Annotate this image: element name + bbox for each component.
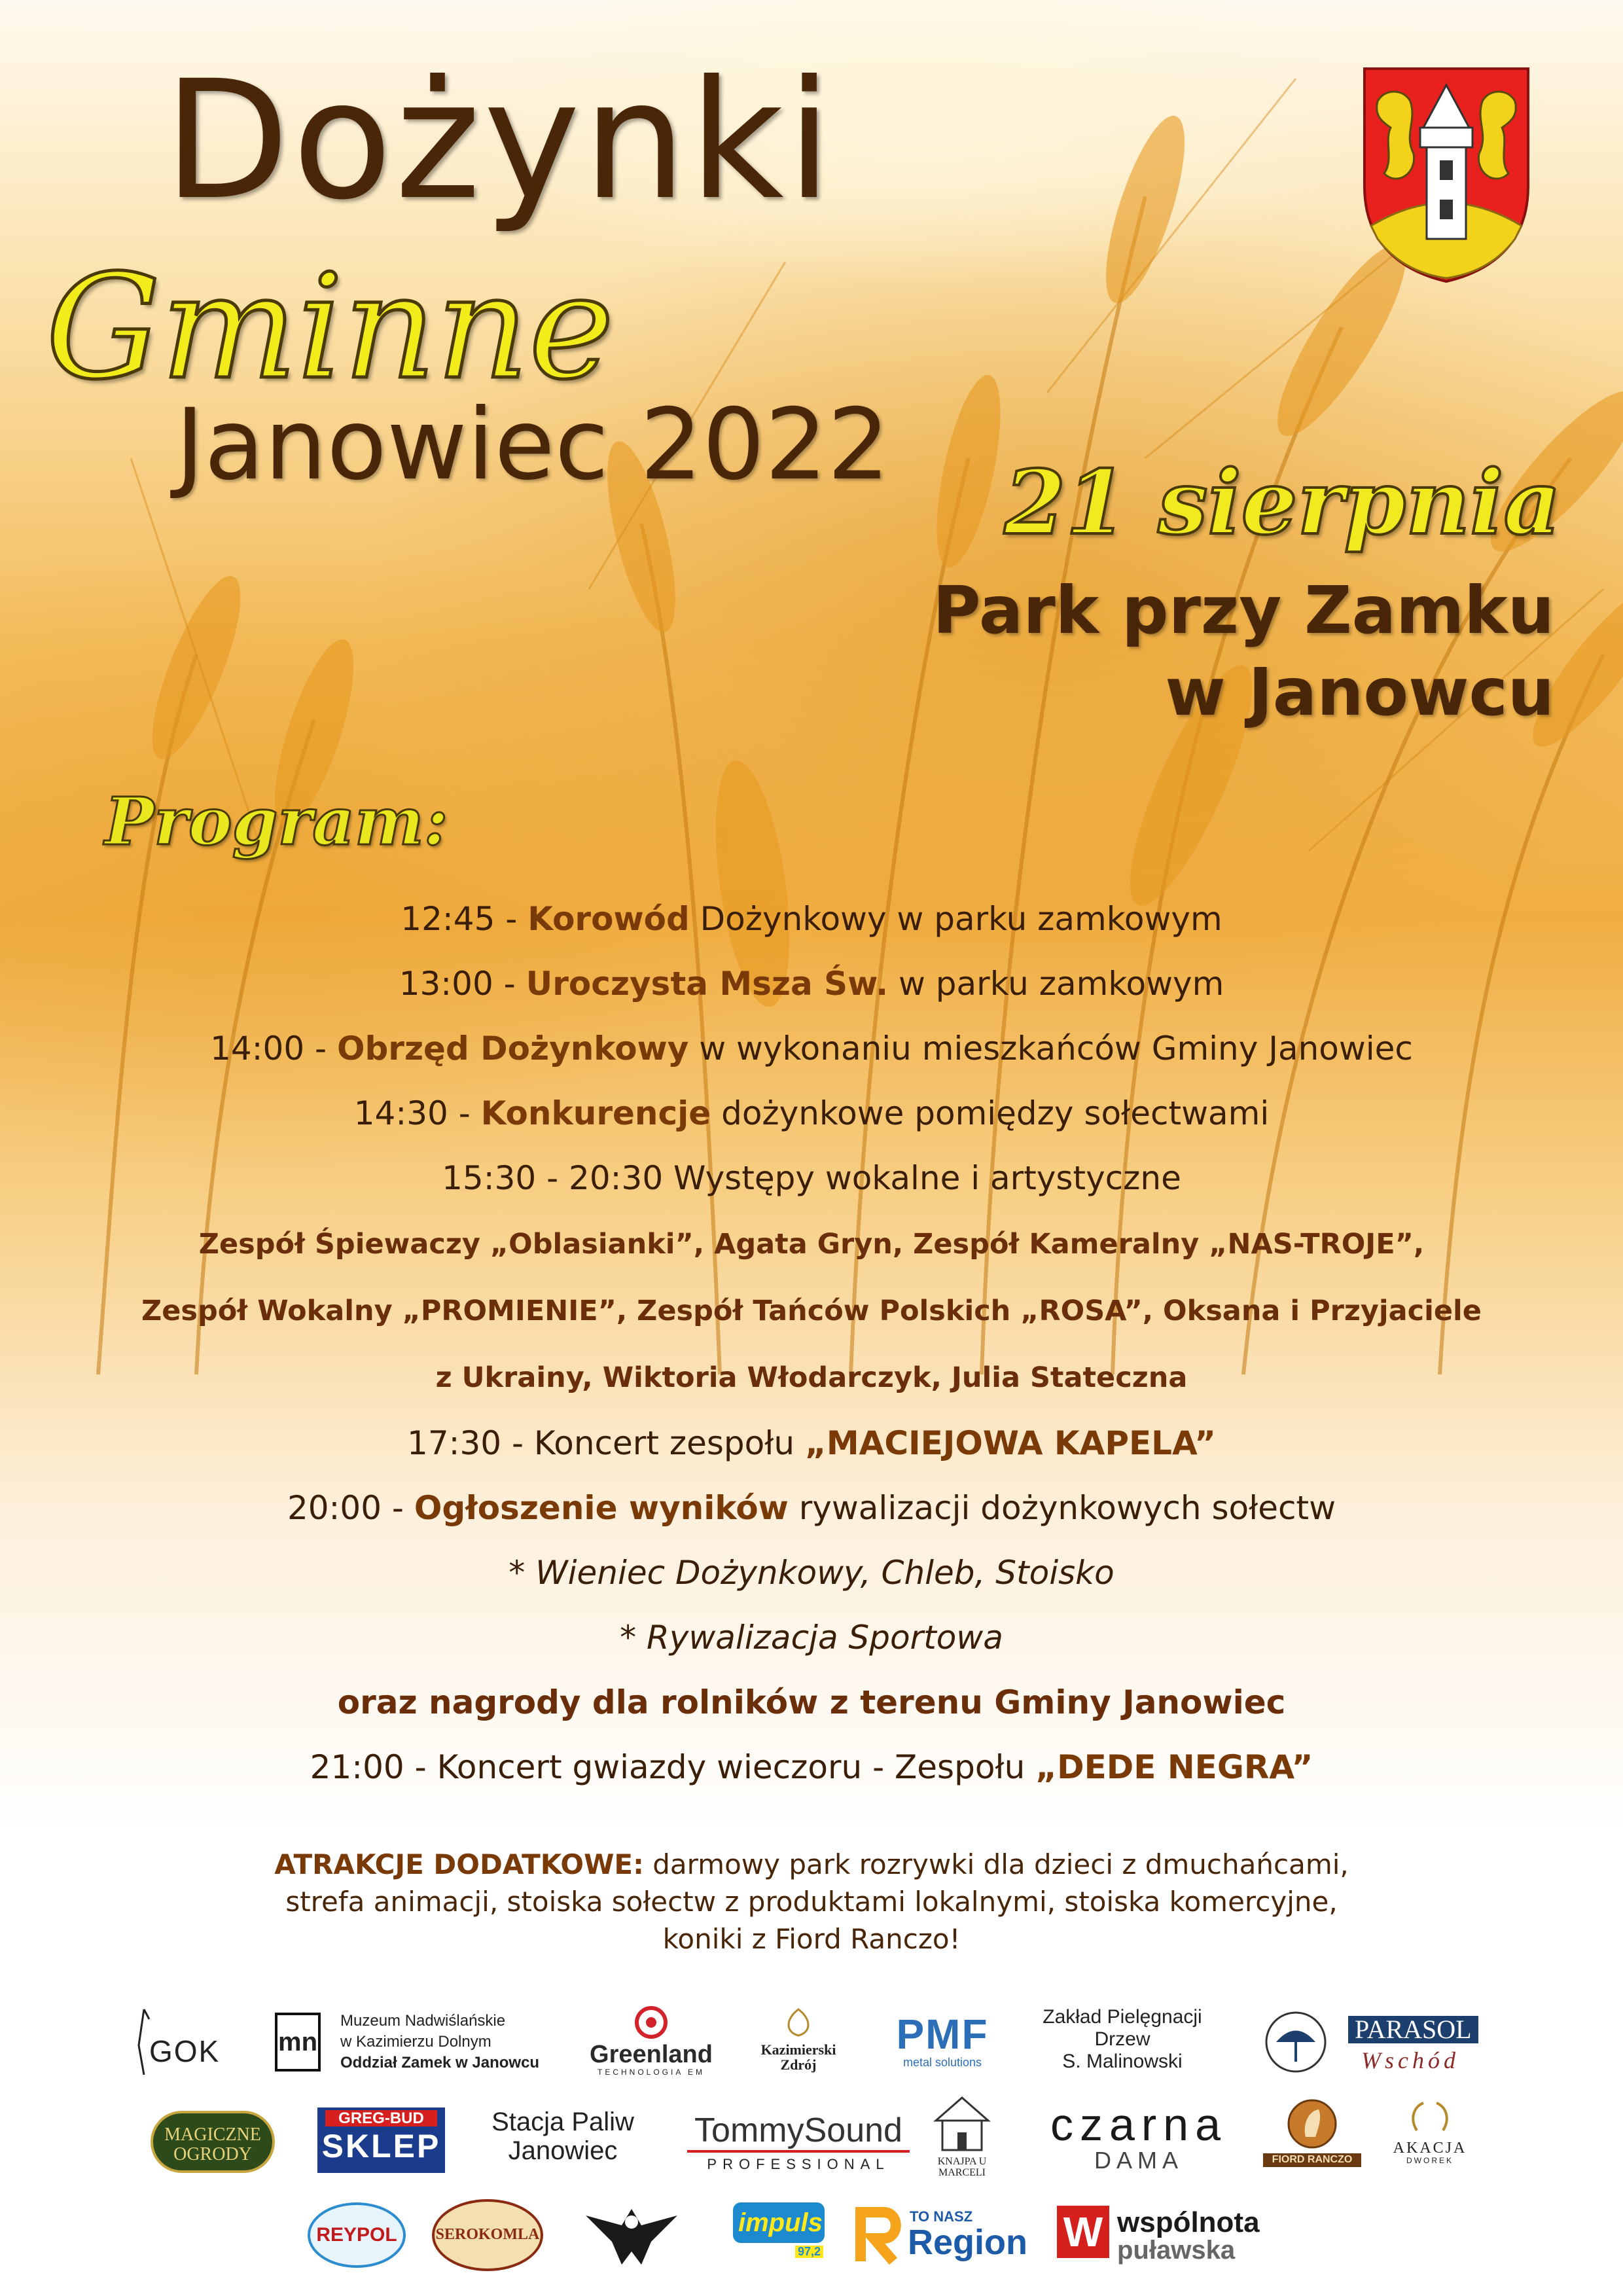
horse-head-icon: [1286, 2098, 1338, 2150]
sponsor-zaklad-pielegnacji-logo: Zakład Pielęgnacji Drzew S. Malinowski: [1043, 2006, 1202, 2072]
kazimierski-ornament-icon: [779, 2006, 818, 2039]
sponsor-greenland-logo: Greenland TECHNOLOGIA EM: [586, 2006, 717, 2078]
program-label: Program:: [105, 783, 448, 860]
program-schedule: [0, 887, 1623, 1800]
sponsor-radio-impuls-logo: impuls 97,2: [733, 2202, 825, 2268]
schedule-item: 17:30 - Koncert zespołu „MACIEJOWA KAPELA”: [407, 1424, 1216, 1462]
place-year: Janowiec 2022: [175, 388, 890, 502]
performers-line: Zespół Śpiewaczy „Oblasianki”, Agata Gryn, Zespół Kameralny „NAS-TROJE”,: [198, 1228, 1425, 1261]
performers-line: z Ukrainy, Wiktoria Włodarczyk, Julia Stateczna: [435, 1361, 1188, 1394]
janowiec-coat-of-arms-icon: [1358, 62, 1535, 285]
schedule-item: 15:30 - 20:30 Występy wokalne i artystyczne: [442, 1159, 1181, 1197]
schedule-item: 12:45 - Korowód Dożynkowy w parku zamkowym: [401, 900, 1222, 938]
competition-note: * Rywalizacja Sportowa: [620, 1619, 1003, 1657]
extra-attractions: ATRAKCJE DODATKOWE: darmowy park rozrywki dla dzieci z dmuchańcami, strefa animacji, stoiska sołectw z produktami lokalnymi, stoiska komercyjne, koniki z Fiord Ranczo!: [274, 1848, 1349, 1955]
sponsor-to-nasz-region-logo: TO NASZ Region: [854, 2206, 1031, 2268]
greenland-swirl-icon: [635, 2006, 668, 2039]
extra-attractions-label: ATRAKCJE DODATKOWE:: [274, 1848, 644, 1880]
sponsor-knajpa-u-marceli-logo: KNAJPA U MARCELI: [926, 2094, 998, 2179]
sponsor-stacja-paliw-logo: Stacja Paliw Janowiec: [491, 2108, 634, 2165]
wspolnota-w-icon: W: [1057, 2206, 1109, 2258]
event-date: 21 sierpnia: [1004, 450, 1561, 554]
schedule-item: 14:00 - Obrzęd Dożynkowy w wykonaniu mieszkańców Gminy Janowiec: [210, 1030, 1413, 1067]
knajpa-house-icon: [933, 2094, 991, 2153]
event-venue: [933, 569, 1554, 733]
sponsor-czarna-dama-logo: czarna DAMA: [1050, 2099, 1228, 2174]
venue-line-2: w Janowcu: [1165, 654, 1554, 730]
prizes-line: oraz nagrody dla rolników z terenu Gminy Janowiec: [337, 1683, 1286, 1721]
poster-subtitle-script: Gminne: [46, 243, 615, 411]
sponsor-akacja-dworek-logo: AKACJA DWOREK: [1387, 2098, 1472, 2176]
sponsor-parasol-logo: PARASOL Wschód: [1263, 2009, 1499, 2081]
sponsor-gok-logo: GOK: [131, 2006, 242, 2078]
muzeum-mn-icon: mn: [275, 2013, 321, 2072]
sponsor-greg-bud-sklep-logo: GREG-BUD SKLEP: [317, 2108, 445, 2173]
sponsor-magiczne-ogrody-logo: MAGICZNE OGRODY: [151, 2111, 275, 2173]
sponsor-fiord-ranczo-logo: FIORD RANCZO: [1263, 2098, 1361, 2176]
sponsor-serokomla-logo: SEROKOMLA: [432, 2199, 543, 2271]
poster-title: Dożynki: [164, 45, 835, 236]
schedule-item: 20:00 - Ogłoszenie wyników rywalizacji dożynkowych sołectw: [287, 1489, 1336, 1527]
sponsor-muzeum-logo: mn Muzeum Nadwiślańskie w Kazimierzu Dolnym Oddział Zamek w Janowcu: [275, 2009, 550, 2075]
schedule-item: 14:30 - Konkurencje dożynkowe pomiędzy sołectwami: [353, 1094, 1270, 1132]
sponsor-tommysound-logo: TommySound PROFESSIONAL: [687, 2111, 910, 2173]
sponsor-eagle-emblem-icon: [582, 2196, 681, 2271]
akacja-wreath-icon: [1407, 2098, 1453, 2137]
sponsor-pmf-logo: PMF metal solutions: [896, 2011, 989, 2070]
venue-line-1: Park przy Zamku: [933, 572, 1554, 649]
sponsor-wspolnota-pulawska-logo: W wspólnota puławska: [1057, 2202, 1279, 2268]
sponsor-kazimierski-zdroj-logo: Kazimierski Zdrój: [759, 2006, 838, 2078]
schedule-item: 21:00 - Koncert gwiazdy wieczoru - Zespołu „DEDE NEGRA”: [310, 1748, 1313, 1786]
sponsor-reypol-logo: REYPOL: [308, 2202, 406, 2268]
schedule-item: 13:00 - Uroczysta Msza Św. w parku zamkowym: [399, 965, 1224, 1003]
competition-note: * Wieniec Dożynkowy, Chleb, Stoisko: [508, 1554, 1115, 1592]
parasol-umbrella-icon: [1263, 2009, 1335, 2075]
region-r-icon: [854, 2206, 906, 2265]
performers-line: Zespół Wokalny „PROMIENIE”, Zespół Tańców Polskich „ROSA”, Oksana i Przyjaciele: [141, 1295, 1482, 1327]
